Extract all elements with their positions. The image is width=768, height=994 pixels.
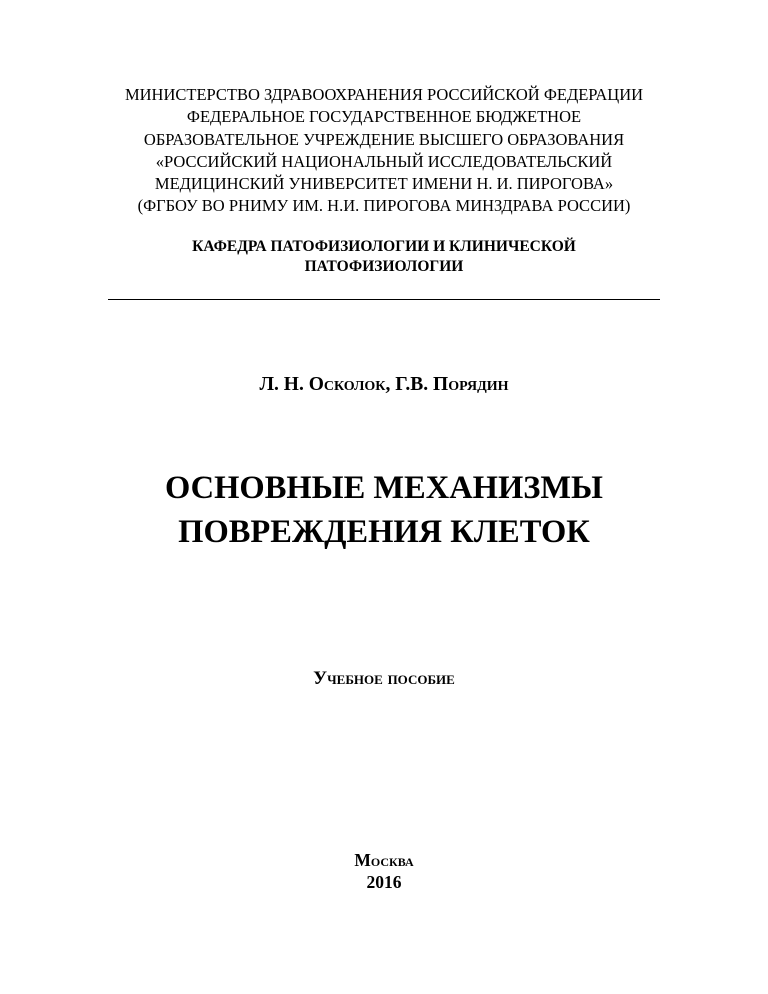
organization-line: «РОССИЙСКИЙ НАЦИОНАЛЬНЫЙ ИССЛЕДОВАТЕЛЬСКИЙ — [155, 151, 613, 171]
book-title-line: ОСНОВНЫЕ МЕХАНИЗМЫ — [165, 470, 603, 506]
organization-line: МИНИСТЕРСТВО ЗДРАВООХРАНЕНИЯ РОССИЙСКОЙ ФЕДЕРАЦИИ — [124, 85, 644, 104]
book-title — [40, 466, 728, 554]
organization-line: (ФГБОУ ВО РНИМУ ИМ. Н.И. ПИРОГОВА МИНЗДРАВА РОССИИ) — [137, 196, 631, 216]
organization-line: МЕДИЦИНСКИЙ УНИВЕРСИТЕТ ИМЕНИ Н. И. ПИРОГОВА» — [154, 174, 614, 194]
publication-type: Учебное пособие — [313, 668, 455, 689]
authors: Л. Н. Осколок, Г.В. Порядин — [259, 374, 509, 395]
department-header — [60, 237, 708, 277]
publication-year: 2016 — [366, 872, 402, 892]
book-title-line: ПОВРЕЖДЕНИЯ КЛЕТОК — [178, 514, 590, 550]
department-line: ПАТОФИЗИОЛОГИИ — [304, 258, 464, 275]
organization-header — [60, 84, 708, 218]
organization-line: ФЕДЕРАЛЬНОЕ ГОСУДАРСТВЕННОЕ БЮДЖЕТНОЕ — [186, 107, 582, 127]
department-line: КАФЕДРА ПАТОФИЗИОЛОГИИ И КЛИНИЧЕСКОЙ — [192, 238, 576, 255]
horizontal-divider — [108, 299, 660, 300]
organization-line: ОБРАЗОВАТЕЛЬНОЕ УЧРЕЖДЕНИЕ ВЫСШЕГО ОБРАЗОВАНИЯ — [143, 129, 625, 149]
publication-city: Москва — [354, 850, 414, 870]
